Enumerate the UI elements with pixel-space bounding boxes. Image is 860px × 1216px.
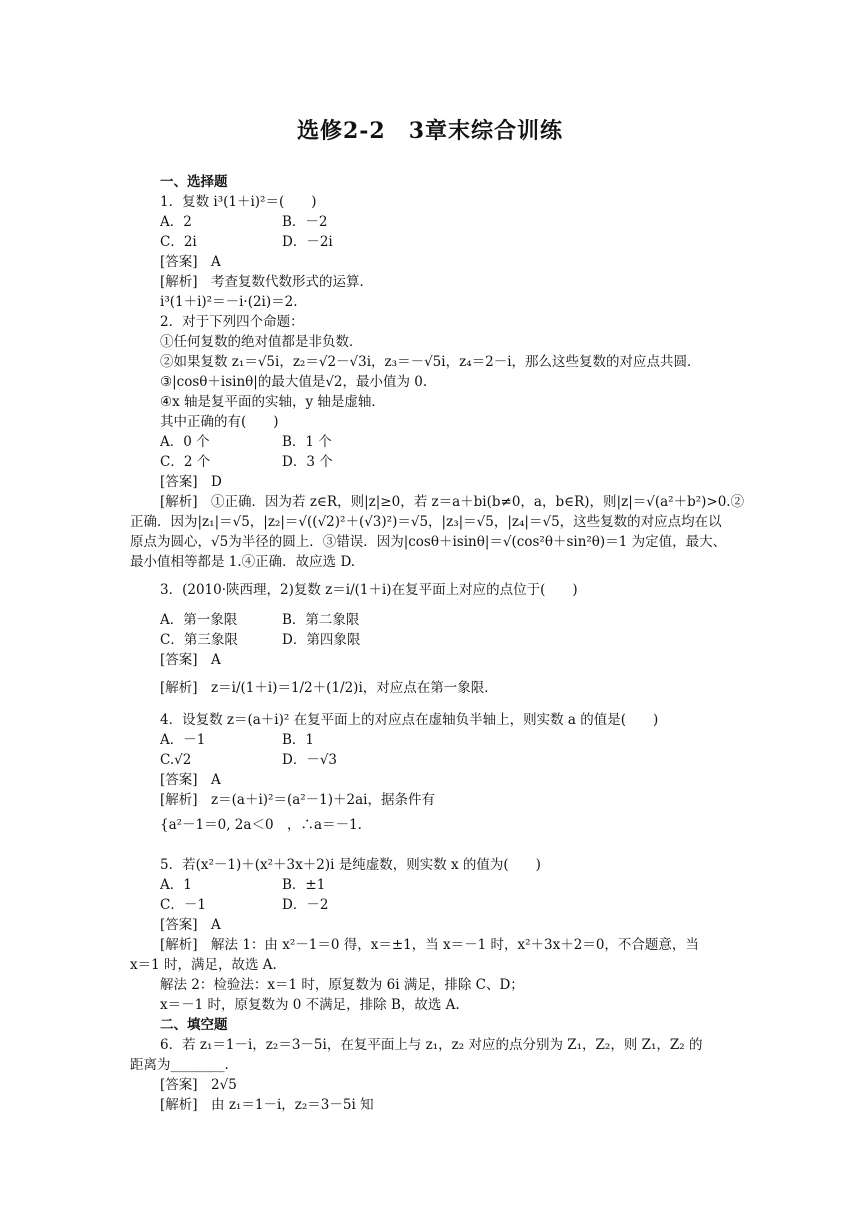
option-c: C．2 个 — [160, 454, 211, 470]
analysis-line: [解析] ①正确．因为若 z∈R，则|z|≥0，若 z＝a＋bi(b≠0，a，b∈R)，则|z|＝√(a²＋b²)>0.② — [160, 494, 745, 510]
question-6-blank: 距离为________. — [130, 1057, 229, 1073]
option-d: D．－2i — [282, 234, 333, 250]
analysis-line: i³(1＋i)²＝－i·(2i)＝2. — [160, 294, 298, 310]
option-b: B．1 个 — [282, 434, 332, 450]
statement-4: ④x 轴是复平面的实轴，y 轴是虚轴． — [160, 394, 385, 410]
option-a: A．2 — [160, 214, 192, 230]
analysis-line: [解析] z＝(a＋i)²＝(a²－1)＋2ai，据条件有 — [160, 792, 435, 808]
analysis-line: 正确．因为|z₁|＝√5，|z₂|＝√((√2)²＋(√3)²)＝√5，|z₃|＝√5，|z₄|＝√5，这些复数的对应点均在以 — [130, 514, 722, 530]
option-c: C.√2 — [160, 752, 192, 768]
analysis-line: 最小值相等都是 1.④正确．故应选 D. — [130, 554, 356, 570]
question-6: 6．若 z₁＝1－i，z₂＝3－5i，在复平面上与 z₁，z₂ 对应的点分别为 Z₁，Z₂，则 Z₁，Z₂ 的 — [160, 1037, 703, 1053]
answer-line: [答案] A — [160, 652, 221, 668]
answer-line: [答案] A — [160, 917, 221, 933]
option-c: C．2i — [160, 234, 197, 250]
analysis-line: [解析] 考查复数代数形式的运算． — [160, 274, 374, 290]
question-5: 5．若(x²－1)＋(x²＋3x＋2)i 是纯虚数，则实数 x 的值为( ) — [160, 857, 541, 873]
question-prompt: 其中正确的有( ) — [160, 414, 279, 430]
option-a: A．0 个 — [160, 434, 210, 450]
analysis-line: [解析] 解法 1：由 x²－1＝0 得，x＝±1，当 x＝－1 时，x²＋3x＋2＝0，不合题意，当 — [160, 937, 699, 953]
answer-line: [答案] A — [160, 772, 221, 788]
analysis-line: x＝－1 时，原复数为 0 不满足，排除 B，故选 A. — [160, 997, 460, 1013]
answer-line: [答案] A — [160, 254, 221, 270]
analysis-line: x＝1 时，满足，故选 A. — [130, 957, 277, 973]
answer-line: [答案] 2√5 — [160, 1077, 237, 1093]
option-d: D．第四象限 — [282, 632, 361, 648]
statement-3: ③|cosθ＋isinθ|的最大值是√2，最小值为 0. — [160, 374, 428, 390]
statement-2: ②如果复数 z₁＝√5i，z₂＝√2－√3i，z₃＝－√5i，z₄＝2－i，那么这些复数的对应点共圆． — [160, 354, 701, 370]
question-1: 1．复数 i³(1＋i)²＝( ) — [160, 194, 317, 210]
option-b: B．第二象限 — [282, 612, 360, 628]
question-2: 2．对于下列四个命题： — [160, 314, 304, 330]
option-a: A．－1 — [160, 732, 206, 748]
option-b: B．－2 — [282, 214, 328, 230]
analysis-line: 解法 2：检验法：x＝1 时，原复数为 6i 满足，排除 C、D； — [160, 977, 524, 993]
option-d: D．－√3 — [282, 752, 338, 768]
section-heading: 二、填空题 — [160, 1017, 228, 1033]
equation-system: {a²－1＝0, 2a＜0 ，∴a＝－1. — [160, 817, 362, 833]
page-title: 选修2-2 3章末综合训练 — [296, 118, 564, 144]
analysis-line: [解析] z＝i/(1＋i)＝1/2＋(1/2)i，对应点在第一象限． — [160, 680, 498, 696]
option-b: B．±1 — [282, 877, 326, 893]
analysis-line: 原点为圆心，√5为半径的圆上．③错误．因为|cosθ＋isinθ|＝√(cos²θ＋sin²θ)＝1 为定值，最大、 — [130, 534, 727, 550]
option-a: A．1 — [160, 877, 192, 893]
analysis-line: [解析] 由 z₁＝1－i，z₂＝3－5i 知 — [160, 1097, 374, 1113]
question-4: 4．设复数 z＝(a＋i)² 在复平面上的对应点在虚轴负半轴上，则实数 a 的值是( ) — [160, 712, 659, 728]
question-3: 3．(2010·陕西理，2)复数 z＝i/(1＋i)在复平面上对应的点位于( ) — [160, 582, 578, 598]
option-c: C．第三象限 — [160, 632, 238, 648]
option-c: C．－1 — [160, 897, 206, 913]
statement-1: ①任何复数的绝对值都是非负数． — [160, 334, 363, 350]
option-d: D．－2 — [282, 897, 329, 913]
option-d: D．3 个 — [282, 454, 333, 470]
option-a: A．第一象限 — [160, 612, 238, 628]
option-b: B．1 — [282, 732, 315, 748]
answer-line: [答案] D — [160, 474, 222, 490]
section-heading: 一、选择题 — [160, 174, 228, 190]
